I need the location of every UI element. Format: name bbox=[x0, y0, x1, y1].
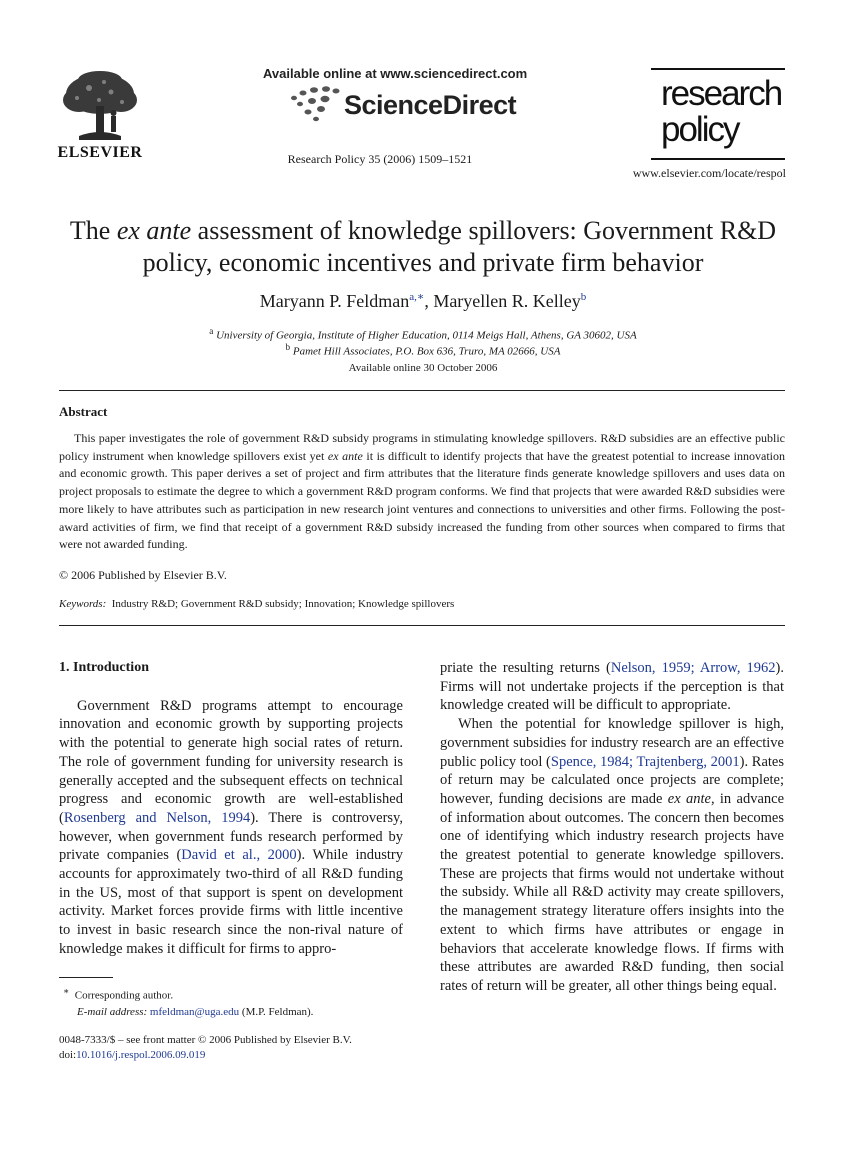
available-online-date: Available online 30 October 2006 bbox=[348, 362, 498, 374]
abstract-text-italic: ex ante bbox=[327, 448, 363, 463]
affiliation-link[interactable]: a,∗ bbox=[409, 291, 425, 303]
paragraph-text: ). There is controversy, however, when government funds research performed by private companies ( bbox=[59, 809, 403, 864]
author-list bbox=[60, 290, 786, 312]
citation-link[interactable]: David et al., 2000 bbox=[181, 847, 297, 864]
paragraph bbox=[440, 715, 784, 996]
article-title bbox=[60, 215, 786, 279]
paragraph-text: ). While industry accounts for approximately two-third of all R&D funding in the US, most of that support is spent on development activity. Market forces provide firms with little incentive to invest in basic research since the non-rival nature of knowledge makes it difficult for firms to appro- bbox=[59, 847, 403, 957]
doi-label: doi: bbox=[59, 1049, 77, 1061]
paragraph-italic: ex ante bbox=[667, 790, 711, 807]
body-column-left bbox=[59, 659, 403, 959]
affiliation-text: University of Georgia, Institute of Higher Education, 0114 Meigs Hall, Athens, GA 30602, USA bbox=[216, 329, 637, 342]
paragraph-text: ). Firms will not undertake projects if the perception is that knowledge created will be difficult to appropriate. bbox=[440, 660, 784, 714]
logo-top-rule bbox=[651, 68, 785, 70]
footnote-text: Corresponding author. bbox=[74, 989, 174, 1002]
citation-link[interactable]: Rosenberg and Nelson, 1994 bbox=[63, 809, 251, 826]
author-name: Maryellen R. Kelley bbox=[433, 291, 581, 311]
paragraph-text: priate the resulting returns ( bbox=[440, 660, 611, 676]
paragraph-text: ). Rates of return may be calculated once projects are complete; however, funding decisions are made bbox=[440, 753, 784, 807]
footnote-rule bbox=[59, 977, 113, 978]
sciencedirect-dots-icon bbox=[288, 84, 344, 124]
logo-bottom-rule bbox=[651, 158, 785, 160]
title-italic: ex ante bbox=[116, 216, 192, 245]
journal-logo-line2: policy bbox=[661, 110, 739, 149]
abstract-text-part: This paper investigates the role of government R&D subsidy programs in stimulating knowledge spillovers. R&D subsidies are an effective public policy instrument when knowledge spillovers exist yet bbox=[59, 431, 785, 463]
doi-line bbox=[59, 1048, 459, 1063]
footnote-text: (M.P. Feldman). bbox=[239, 1005, 314, 1018]
abstract-text-part: it is difficult to identify projects that have the greatest potential to increase innovation and economic growth. This paper derives a set of project and firm attributes that the literature finds generate knowledge spillovers and uses data on project proposals to estimate the degree to which a government R&D program conforms. We find that projects that were awarded R&D subsidies were more likely to have attributes such as participation in new research joint ventures and connections to universities and other firms. Following the post-award activities of firm, we find that receipt of a government R&D subsidy increased the funding from other sources when compared to firms that were not awarded funding. bbox=[59, 448, 786, 552]
body-column-right bbox=[440, 659, 784, 996]
divider bbox=[59, 390, 785, 391]
elsevier-logo bbox=[57, 70, 143, 160]
elsevier-tree-icon bbox=[59, 70, 141, 142]
paragraph-text: Government R&D programs attempt to encourage innovation and economic growth by supporting projects with the potential to generate high social rates of return. The role of government funding for university research is generally accepted and the subsequent effects on technical progress and economic growth are well-established ( bbox=[59, 697, 403, 826]
section-heading: 1. Introduction bbox=[59, 660, 149, 675]
affiliation-b bbox=[60, 342, 786, 358]
keywords-list: Industry R&D; Government R&D subsidy; Innovation; Knowledge spillovers bbox=[111, 598, 455, 610]
citation-link[interactable]: Nelson, 1959; Arrow, 1962 bbox=[610, 660, 776, 676]
journal-citation: Research Policy 35 (2006) 1509–1521 bbox=[287, 152, 473, 166]
available-online-banner: Available online at www.sciencedirect.com bbox=[263, 66, 528, 81]
affiliation-link[interactable]: b bbox=[580, 291, 587, 303]
sciencedirect-logo[interactable] bbox=[288, 84, 518, 128]
journal-url-link[interactable]: www.elsevier.com/locate/respol bbox=[632, 166, 786, 180]
keywords-label: Keywords: bbox=[59, 598, 107, 610]
paragraph bbox=[59, 697, 403, 959]
footnote-line bbox=[59, 1004, 403, 1020]
affiliation-a bbox=[60, 326, 786, 342]
keywords bbox=[59, 598, 785, 610]
email-label: E-mail address: bbox=[77, 1005, 148, 1018]
paragraph bbox=[440, 659, 784, 715]
issn-line: 0048-7333/$ – see front matter © 2006 Published by Elsevier B.V. bbox=[59, 1034, 352, 1046]
footnote-marker: ∗ bbox=[63, 986, 70, 996]
footnote bbox=[59, 983, 403, 1020]
email-link[interactable]: mfeldman@uga.edu bbox=[149, 1005, 240, 1018]
author-name: Maryann P. Feldman bbox=[259, 291, 410, 311]
affiliation-marker: b bbox=[285, 342, 291, 352]
page-footer bbox=[59, 1033, 459, 1063]
journal-logo-line1: research bbox=[661, 74, 782, 113]
divider bbox=[59, 625, 785, 626]
paragraph-text: , in advance of information about outcomes. The concern then becomes one of identifying which industry research projects have the greatest potential to generate knowledge spillovers. These are projects that firms would not undertake without the subsidy. While all R&D activity may create spillovers, the management strategy literature offers insights into the extent to which firms have attributes or engage in behaviors that accelerate knowledge flows. If firms with these attributes are awarded R&D funding, then social rates of return will be greater, all other things being equal. bbox=[440, 790, 785, 994]
affiliation-marker: a bbox=[209, 326, 214, 336]
citation-link[interactable]: Spence, 1984; Trajtenberg, 2001 bbox=[550, 753, 740, 770]
paragraph-text: When the potential for knowledge spillover is high, government subsidies for industry research are an effective public policy tool ( bbox=[440, 716, 784, 770]
affiliation-text: Pamet Hill Associates, P.O. Box 636, Truro, MA 02666, USA bbox=[292, 345, 561, 358]
author-separator: , bbox=[424, 291, 434, 311]
footnote-line bbox=[59, 983, 403, 1004]
abstract-text bbox=[59, 430, 785, 554]
doi-link[interactable]: 10.1016/j.respol.2006.09.019 bbox=[76, 1049, 206, 1061]
abstract-heading: Abstract bbox=[59, 404, 108, 419]
sciencedirect-wordmark: ScienceDirect bbox=[344, 90, 517, 120]
abstract-copyright: © 2006 Published by Elsevier B.V. bbox=[59, 568, 227, 582]
publisher-name: ELSEVIER bbox=[57, 144, 143, 161]
research-policy-logo bbox=[651, 68, 785, 164]
title-part2: assessment of knowledge spillovers: Government R&D policy, economic incentives and private firm behavior bbox=[142, 216, 777, 277]
title-part1: The bbox=[69, 216, 117, 245]
